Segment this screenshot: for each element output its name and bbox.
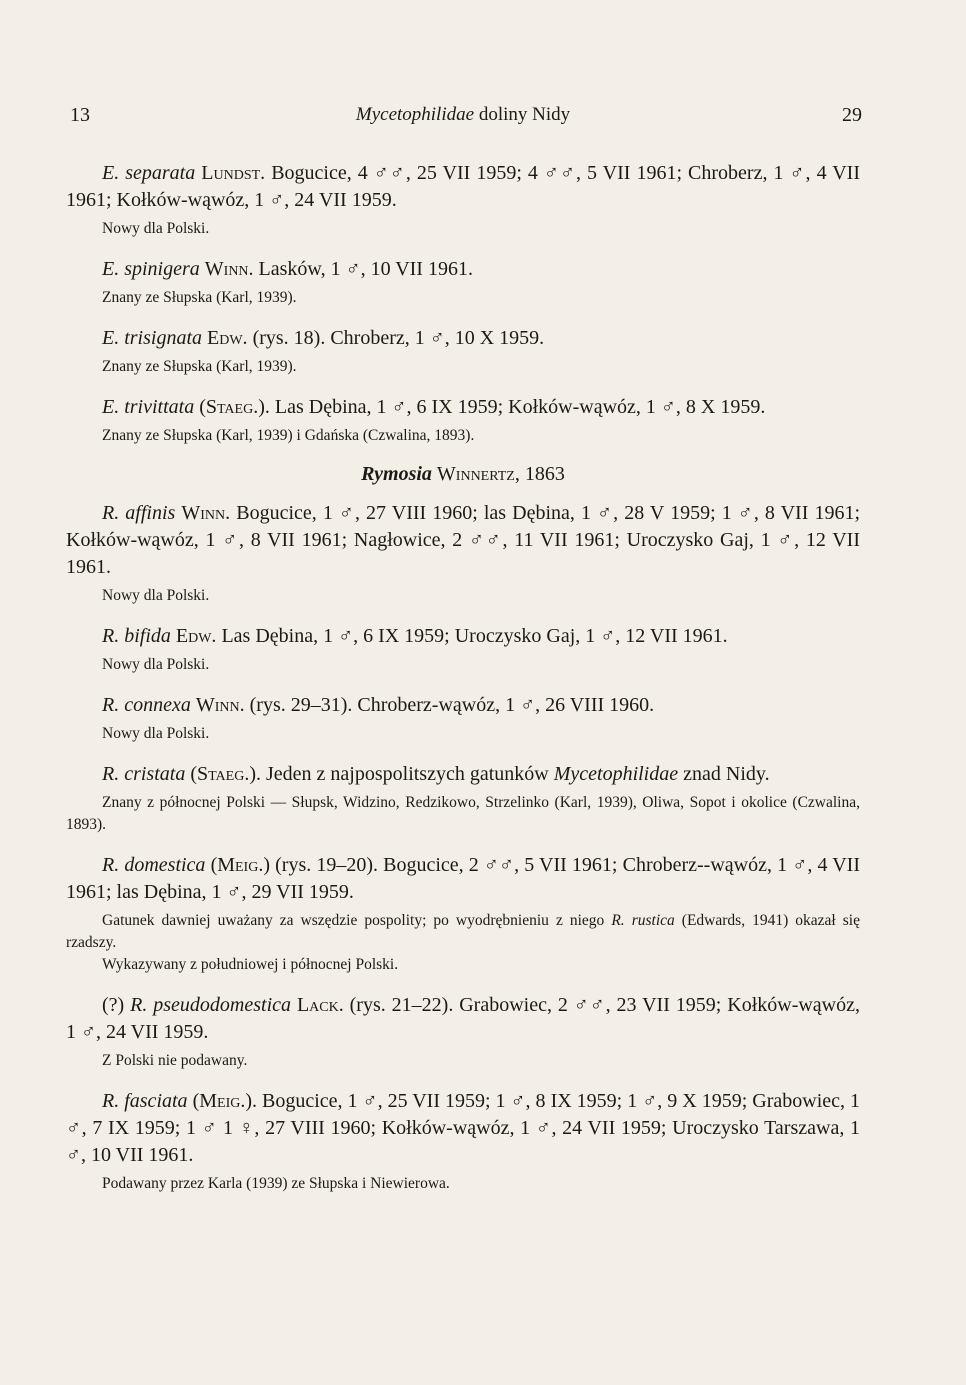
species-name: R. connexa	[102, 694, 191, 716]
species-note-2: Wykazywany z południowej i północnej Polski.	[102, 956, 399, 973]
species-localities: Las Dębina, 1 ♂, 6 IX 1959; Kołków-wąwóz, 1 ♂, 8 X 1959.	[269, 396, 766, 418]
species-note: Znany ze Słupska (Karl, 1939).	[102, 358, 297, 375]
species-entry	[66, 1088, 860, 1195]
species-record	[66, 1088, 860, 1169]
species-localities: (rys. 18). Chroberz, 1 ♂, 10 X 1959.	[247, 327, 545, 349]
species-author: Edw.	[175, 625, 217, 647]
species-entry	[66, 623, 860, 676]
species-record	[66, 256, 860, 283]
species-record	[66, 325, 860, 352]
species-note: Podawany przez Karla (1939) ze Słupska i Niewierowa.	[102, 1175, 450, 1192]
species-name: R. fasciata	[102, 1090, 188, 1112]
genus-author: Winnertz,	[436, 463, 520, 485]
species-entry	[66, 394, 860, 447]
main-text	[66, 160, 860, 1211]
species-author: Lack.	[296, 994, 344, 1016]
species-note: Nowy dla Polski.	[102, 656, 210, 673]
species-localities: Jeden z najpospolitszych gatunków	[261, 763, 554, 785]
species-record	[66, 394, 860, 421]
species-record	[66, 692, 860, 719]
note-species-name: R. rustica	[611, 912, 675, 929]
page-number: 29	[842, 104, 862, 126]
species-localities: Bogucice, 1 ♂, 27 VIII 1960; las Dębina, 1 ♂, 28 V 1959; 1 ♂, 8 VII 1961; Kołków-wąwóz, 1 ♂, 8 VII 1961; Nagłowice, 2 ♂♂, 11 VII 1961; Uroczysko Gaj, 1 ♂, 12 VII 1961.	[66, 502, 861, 578]
species-note: Nowy dla Polski.	[102, 725, 210, 742]
species-name: R. pseudodomestica	[130, 994, 292, 1016]
species-localities: Bogucice, 1 ♂, 25 VII 1959; 1 ♂, 8 IX 1959; 1 ♂, 9 X 1959; Grabowiec, 1 ♂, 7 IX 1959; 1 ♂ 1 ♀, 27 VIII 1960; Kołków-wąwóz, 1 ♂, 24 VII 1959; Uroczysko Tarszawa, 1 ♂, 10 VII 1961.	[66, 1090, 861, 1166]
genus-name: Rymosia	[361, 463, 432, 485]
species-localities: Lasków, 1 ♂, 10 VII 1961.	[253, 258, 473, 280]
species-author: (Meig.).	[192, 1090, 258, 1112]
species-entry	[66, 500, 860, 607]
genus-heading	[66, 463, 860, 486]
species-record	[66, 160, 860, 214]
species-entry	[66, 992, 860, 1072]
species-entry	[66, 325, 860, 378]
species-entry	[66, 160, 860, 240]
species-record	[66, 761, 860, 788]
species-note: Znany ze Słupska (Karl, 1939).	[102, 289, 297, 306]
species-record	[66, 500, 860, 581]
species-localities: (rys. 29–31). Chroberz-wąwóz, 1 ♂, 26 VIII 1960.	[244, 694, 655, 716]
species-name: E. trivittata	[102, 396, 195, 418]
species-name: R. cristata	[102, 763, 186, 785]
species-author: Winn.	[204, 258, 254, 280]
running-title	[66, 104, 860, 126]
note-text: Gatunek dawniej uważany za wszędzie pospolity; po wyodrębnieniu z niego	[102, 912, 612, 929]
running-title-italic: Mycetophilidae	[355, 104, 475, 125]
species-name: E. trisignata	[102, 327, 203, 349]
species-author: (Staeg.).	[190, 763, 261, 785]
species-entry	[66, 692, 860, 745]
species-author: Lundst.	[201, 162, 266, 184]
species-note	[66, 910, 860, 954]
species-localities-end: znad Nidy.	[678, 763, 770, 785]
species-author: (Meig.)	[210, 854, 270, 876]
species-localities: Bogucice, 4 ♂♂, 25 VII 1959; 4 ♂♂, 5 VII 1961; Chroberz, 1 ♂, 4 VII 1961; Kołków-wąwóz, 1 ♂, 24 VII 1959.	[66, 162, 861, 211]
species-name: R. affinis	[102, 502, 176, 524]
species-name: E. separata	[102, 162, 196, 184]
species-localities: (rys. 21–22). Grabowiec, 2 ♂♂, 23 VII 1959; Kołków-wąwóz, 1 ♂, 24 VII 1959.	[66, 994, 860, 1043]
note-text-end: (Edwards, 1941) okazał się rzadszy.	[66, 912, 860, 951]
species-entry	[66, 256, 860, 309]
species-localities: (rys. 19–20). Bogucice, 2 ♂♂, 5 VII 1961; Chroberz--wąwóz, 1 ♂, 4 VII 1961; las Dębina, 1 ♂, 29 VII 1959.	[66, 854, 860, 903]
species-note: Z Polski nie podawany.	[102, 1052, 248, 1069]
family-name: Mycetophilidae	[553, 763, 679, 785]
genus-year: 1863	[519, 463, 565, 485]
species-note: Nowy dla Polski.	[102, 587, 210, 604]
species-localities: Las Dębina, 1 ♂, 6 IX 1959; Uroczysko Gaj, 1 ♂, 12 VII 1961.	[216, 625, 728, 647]
species-note: Nowy dla Polski.	[102, 220, 210, 237]
uncertain-prefix: (?)	[102, 994, 131, 1016]
species-author: Winn.	[181, 502, 231, 524]
running-title-rest: doliny Nidy	[474, 104, 571, 125]
species-record	[66, 992, 860, 1046]
species-entry	[66, 761, 860, 836]
species-name: E. spinigera	[102, 258, 200, 280]
section-number: 13	[70, 104, 90, 126]
species-entry	[66, 852, 860, 976]
running-header	[66, 104, 860, 132]
species-name: R. domestica	[102, 854, 206, 876]
species-note: Znany ze Słupska (Karl, 1939) i Gdańska (Czwalina, 1893).	[102, 427, 475, 444]
species-note: Znany z północnej Polski — Słupsk, Widzino, Redzikowo, Strzelinko (Karl, 1939), Oliwa, Sopot i okolice (Czwalina, 1893).	[66, 794, 860, 833]
species-name: R. bifida	[102, 625, 171, 647]
species-author: (Staeg.).	[199, 396, 270, 418]
species-record	[66, 852, 860, 906]
species-author: Edw.	[207, 327, 248, 349]
species-author: Winn.	[195, 694, 245, 716]
species-record	[66, 623, 860, 650]
